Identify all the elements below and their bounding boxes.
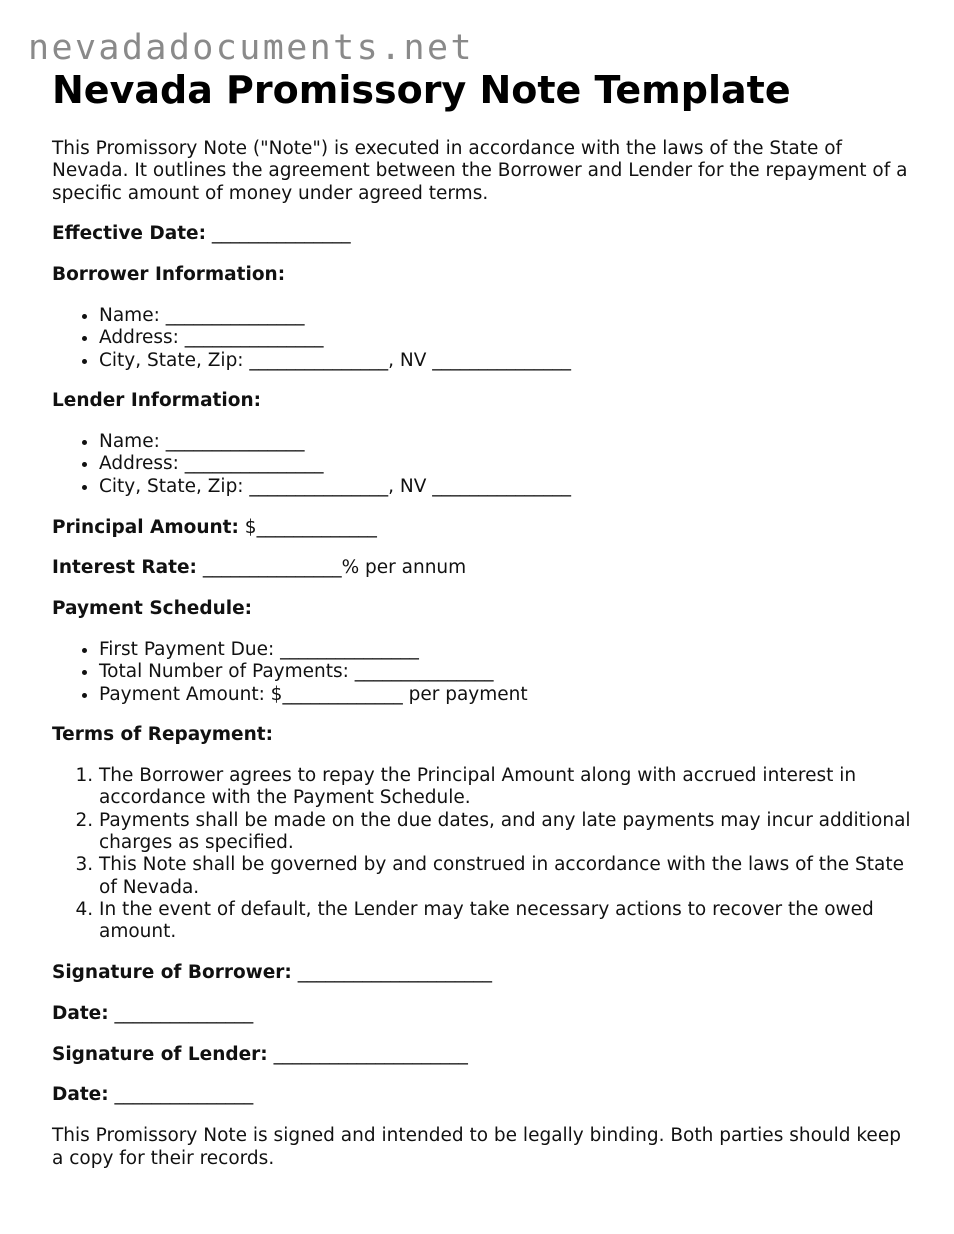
lender-name-item: • Name: _______________ [99,431,912,453]
page-title: Nevada Promissory Note Template [52,68,791,112]
lender-date-blank: _______________ [114,1084,254,1106]
lender-signature-blank: _____________________ [273,1043,468,1065]
borrower-date-line [52,1003,912,1025]
borrower-list [52,305,912,372]
term-item: 2. Payments shall be made on the due dates, and any late payments may incur additional charges as specified. [99,810,912,855]
borrower-signature-label: Signature of Borrower: [52,962,292,984]
borrower-heading: Borrower Information: [52,264,286,286]
lender-signature-label: Signature of Lender: [52,1043,268,1065]
lender-date-label: Date: [52,1084,109,1106]
interest-label: Interest Rate: [52,557,197,579]
borrower-signature-line [52,962,912,984]
interest-blank: _______________% per annum [202,557,467,579]
lender-list [52,431,912,498]
interest-line [52,557,912,579]
principal-line [52,517,912,539]
borrower-name-item: • Name: _______________ [99,305,912,327]
closing-paragraph: This Promissory Note is signed and intended to be legally binding. Both parties should keep a copy for their records. [52,1125,901,1169]
borrower-date-label: Date: [52,1002,109,1024]
effective-date-label: Effective Date: [52,223,206,245]
lender-signature-line [52,1044,912,1066]
principal-blank: $_____________ [244,516,377,538]
payment-amount-item: • Payment Amount: $_____________ per payment [99,684,912,706]
total-payments-item: • Total Number of Payments: _______________ [99,661,912,683]
borrower-signature-blank: _____________________ [297,962,492,984]
terms-list [52,765,912,943]
schedule-list [52,639,912,706]
term-item: 3. This Note shall be governed by and construed in accordance with the laws of the State of Nevada. [99,854,912,899]
lender-date-line [52,1084,912,1106]
borrower-city-item: • City, State, Zip: _______________, NV _______________ [99,350,912,372]
document-body [52,68,912,1188]
schedule-heading: Payment Schedule: [52,598,253,620]
terms-heading: Terms of Repayment: [52,724,274,746]
lender-city-item: • City, State, Zip: _______________, NV _______________ [99,476,912,498]
principal-label: Principal Amount: [52,516,239,538]
term-item: 4. In the event of default, the Lender may take necessary actions to recover the owed amount. [99,899,912,944]
term-item: 1. The Borrower agrees to repay the Principal Amount along with accrued interest in accordance with the Payment Schedule. [99,765,912,810]
intro-paragraph: This Promissory Note ("Note") is executed in accordance with the laws of the State of Nevada. It outlines the agreement between the Borrower and Lender for the repayment of a specific amount of money under agreed terms. [52,138,908,204]
effective-date-blank: _______________ [211,223,351,245]
lender-address-item: • Address: _______________ [99,453,912,475]
borrower-date-blank: _______________ [114,1002,254,1024]
lender-heading: Lender Information: [52,390,262,412]
borrower-address-item: • Address: _______________ [99,327,912,349]
site-watermark: nevadadocuments.net [28,28,474,68]
effective-date-line [52,223,912,245]
first-payment-item: • First Payment Due: _______________ [99,639,912,661]
